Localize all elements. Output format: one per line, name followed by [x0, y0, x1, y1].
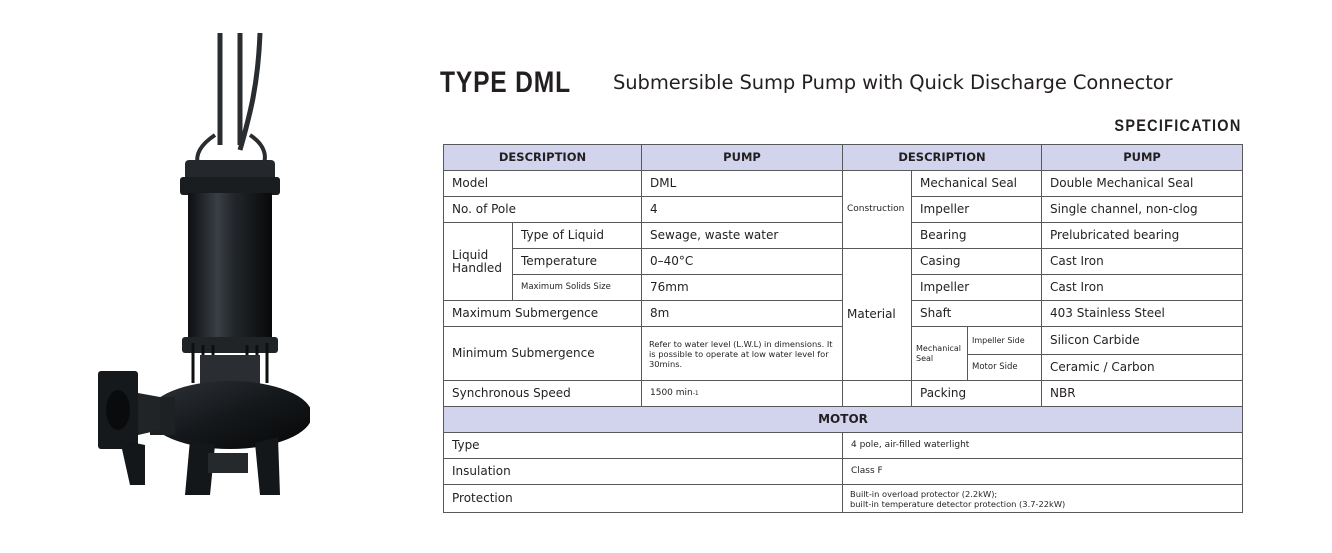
motor-type-label: Type [444, 433, 843, 459]
blank-cell [843, 381, 912, 407]
sync-speed-exponent: -1 [692, 390, 699, 397]
header-description-right: DESCRIPTION [843, 145, 1042, 171]
header-pump-right: PUMP [1042, 145, 1243, 171]
specification-table [443, 144, 1243, 513]
sync-speed-label: Synchronous Speed [444, 381, 642, 407]
type-of-liquid-label: Type of Liquid [513, 223, 642, 249]
motor-type-value: 4 pole, air-filled waterlight [843, 433, 1243, 459]
packing-label: Packing [912, 381, 1042, 407]
mechanical-seal-value: Double Mechanical Seal [1042, 171, 1243, 197]
table-row [444, 485, 1243, 513]
impeller-construction-value: Single channel, non-clog [1042, 197, 1243, 223]
shaft-label: Shaft [912, 301, 1042, 327]
header-pump-left: PUMP [642, 145, 843, 171]
protection-value [843, 485, 1243, 513]
pole-value: 4 [642, 197, 843, 223]
model-value: DML [642, 171, 843, 197]
mech-seal-material-label: Mechanical Seal [912, 327, 968, 381]
motor-side-label: Motor Side [968, 355, 1042, 381]
max-submergence-label: Maximum Submergence [444, 301, 642, 327]
temperature-label: Temperature [513, 249, 642, 275]
model-title: TYPE DML [440, 66, 571, 99]
impeller-side-value: Silicon Carbide [1042, 327, 1243, 355]
motor-header: MOTOR [444, 407, 1243, 433]
bearing-value: Prelubricated bearing [1042, 223, 1243, 249]
table-row [444, 381, 1243, 407]
table-row [444, 459, 1243, 485]
table-header-row [444, 145, 1243, 171]
max-submergence-value: 8m [642, 301, 843, 327]
min-submergence-value: Refer to water level (L.W.L) in dimensions. It is possible to operate at low water level for 30mins. [642, 327, 843, 381]
min-submergence-label: Minimum Submergence [444, 327, 642, 381]
max-solids-label: Maximum Solids Size [513, 275, 642, 301]
bearing-label: Bearing [912, 223, 1042, 249]
table-row [444, 171, 1243, 197]
product-subtitle: Submersible Sump Pump with Quick Discharge Connector [613, 71, 1173, 94]
protection-label: Protection [444, 485, 843, 513]
impeller-side-label: Impeller Side [968, 327, 1042, 355]
liquid-handled-label: Liquid Handled [444, 223, 513, 301]
table-row [444, 249, 1243, 275]
impeller-construction-label: Impeller [912, 197, 1042, 223]
sync-speed-value: 1500 min [650, 388, 693, 398]
packing-value: NBR [1042, 381, 1243, 407]
specification-heading: SPECIFICATION [1114, 116, 1242, 135]
motor-header-row [444, 407, 1243, 433]
temperature-value: 0–40°C [642, 249, 843, 275]
table-row [444, 433, 1243, 459]
construction-label: Construction [843, 171, 912, 249]
submersible-pump-icon [90, 25, 310, 515]
casing-value: Cast Iron [1042, 249, 1243, 275]
sync-speed-cell [642, 381, 843, 407]
impeller-material-value: Cast Iron [1042, 275, 1243, 301]
motor-side-value: Ceramic / Carbon [1042, 355, 1243, 381]
impeller-material-label: Impeller [912, 275, 1042, 301]
material-label: Material [843, 249, 912, 381]
insulation-value: Class F [843, 459, 1243, 485]
shaft-value: 403 Stainless Steel [1042, 301, 1243, 327]
max-solids-value: 76mm [642, 275, 843, 301]
type-of-liquid-value: Sewage, waste water [642, 223, 843, 249]
header-description-left: DESCRIPTION [444, 145, 642, 171]
mechanical-seal-label: Mechanical Seal [912, 171, 1042, 197]
protection-line-1: Built-in overload protector (2.2kW); [850, 488, 998, 499]
insulation-label: Insulation [444, 459, 843, 485]
pole-label: No. of Pole [444, 197, 642, 223]
page-header [440, 66, 1245, 106]
casing-label: Casing [912, 249, 1042, 275]
protection-line-2: built-in temperature detector protection (3.7-22kW) [850, 498, 1066, 509]
model-label: Model [444, 171, 642, 197]
